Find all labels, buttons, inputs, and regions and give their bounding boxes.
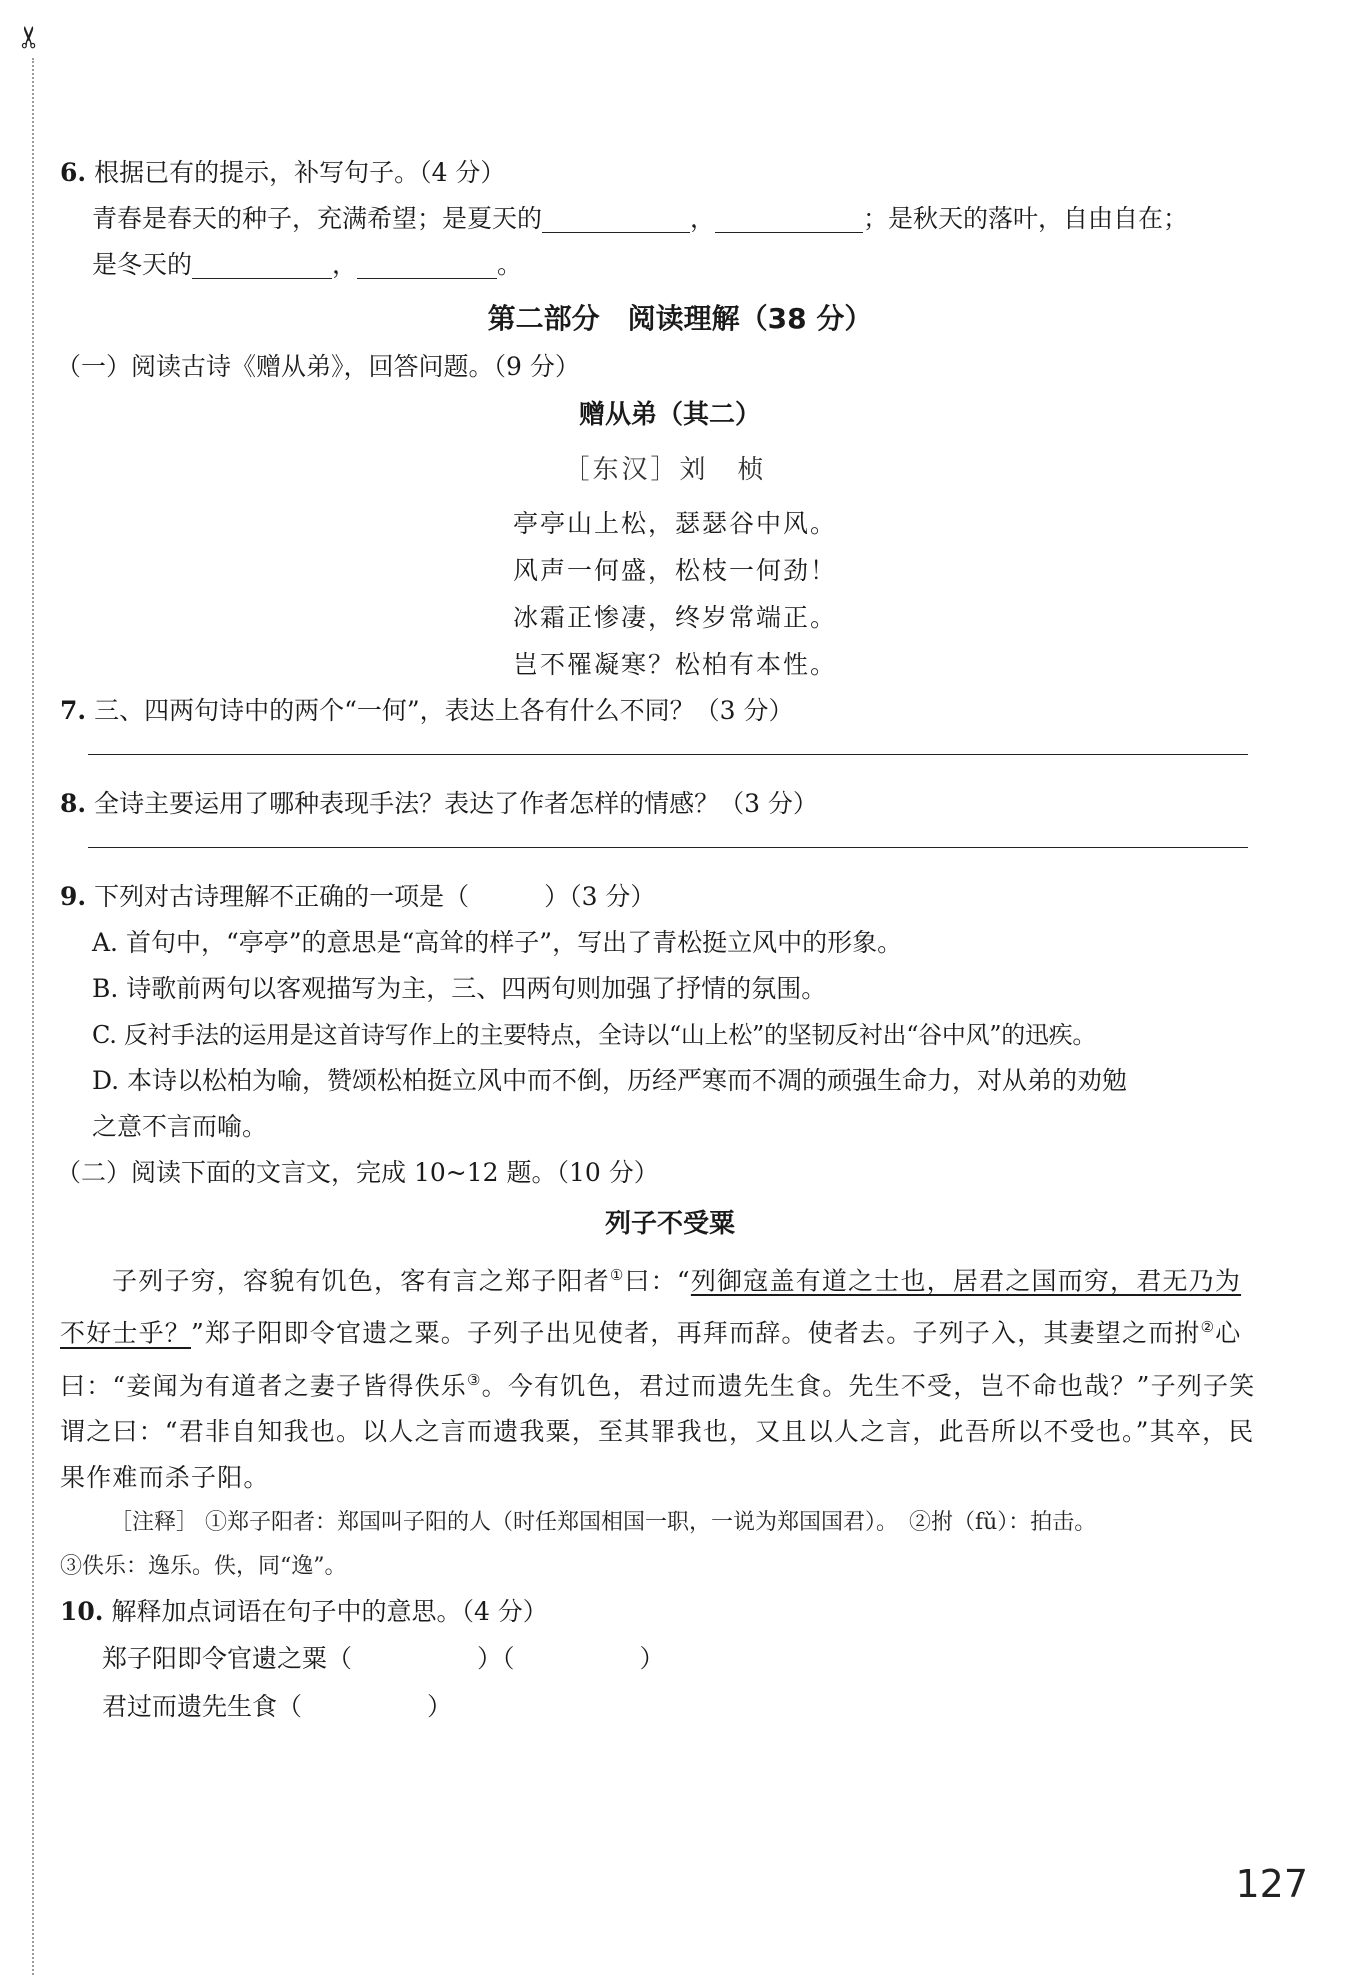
passage-text: 心曰：“妾闻为有道者之妻子皆得佚乐 <box>60 1318 1242 1400</box>
sentence-text: ；是秋天的落叶，自由自在； <box>863 204 1189 233</box>
part-1-intro: （一）阅读古诗《赠从弟》，回答问题。（9 分） <box>56 352 580 381</box>
passage-text: 。今有饥色，君过而遗先生食。先生不受，岂不命也哉？”子列子笑谓之曰：“君非自知我也。以人之言而遗我粟，至其罪我也，又且以人之言，此吾所以不受也。”其卒，民果作难而杀子阳。 <box>60 1370 1256 1492</box>
part-2-intro: （二）阅读下面的文言文，完成 10~12 题。（10 分） <box>56 1158 659 1187</box>
question-text: 根据已有的提示，补写句子。（4 分） <box>94 158 506 187</box>
question-number: 7. <box>60 696 87 725</box>
note-ref: ① <box>609 1266 625 1284</box>
fill-blank[interactable] <box>192 248 332 279</box>
sentence-text: 君 <box>102 1691 128 1721</box>
passage-title: 列子不受粟 <box>604 1209 735 1239</box>
fill-blank[interactable] <box>542 202 690 233</box>
question-number: 9. <box>60 882 87 911</box>
punct: 。 <box>497 250 523 279</box>
question-6 <box>60 150 1260 288</box>
passage-paragraph <box>60 1252 1260 1501</box>
sentence-text: 是冬天的 <box>92 250 193 279</box>
sentence-text: 之粟（ ）（ ） <box>277 1643 665 1673</box>
question-text: 下列对古诗理解不正确的一项是（ ）（3 分） <box>94 882 656 911</box>
poem-line: 岂不罹凝寒？松柏有本性。 <box>512 650 837 679</box>
question-10-prompt <box>60 1589 1260 1635</box>
dotted-word: 遗 • <box>252 1644 277 1673</box>
poem-line: 亭亭山上松，瑟瑟谷中风。 <box>512 509 837 538</box>
option-a[interactable]: A. 首句中，“亭亭”的意思是“高耸的样子”，写出了青松挺立风中的形象。 <box>92 928 903 957</box>
poem-title: 赠从弟（其二） <box>578 400 761 430</box>
q10-sentence-2[interactable] <box>60 1683 1260 1731</box>
sentence-text: 而遗先生食（ ） <box>152 1691 453 1721</box>
annotation: ［注释］ ①郑子阳者：郑国叫子阳的人（时任郑国相国一职，一说为郑国国君）。 ②拊（fǔ）：拍击。 <box>110 1509 1097 1535</box>
sentence-text: 郑子阳即令官 <box>102 1643 253 1673</box>
poem-line: 冰霜正惨凄，终岁常端正。 <box>512 603 837 632</box>
answer-line[interactable] <box>88 827 1248 848</box>
question-6-prompt <box>60 150 1260 196</box>
poem-author: ［东汉］刘 桢 <box>563 455 767 485</box>
option-d-continued: 之意不言而喻。 <box>92 1112 268 1141</box>
option-d-text: D. 本诗以松柏为喻，赞颂松柏挺立风中而不倒，历经严寒而不凋的顽强生命力，对从弟的劝勉 <box>92 1066 1128 1095</box>
punct: ， <box>690 204 716 233</box>
passage-text: ”郑子阳即令官遗之粟。子列子出见使者，再拜而辞。使者去。子列子入，其妻望之而拊 <box>191 1318 1201 1348</box>
annotation-continued: ③佚乐：逸乐。佚，同“逸”。 <box>60 1553 347 1579</box>
cut-line <box>32 58 34 1975</box>
option-c[interactable]: C. 反衬手法的运用是这首诗写作上的主要特点，全诗以“山上松”的坚韧反衬出“谷中风”的迅疾。 <box>92 1021 1097 1049</box>
question-10 <box>60 1589 1260 1731</box>
q10-sentence-1[interactable] <box>60 1635 1260 1683</box>
question-8 <box>60 781 1260 827</box>
answer-line[interactable] <box>88 734 1248 755</box>
question-number: 6. <box>60 158 87 187</box>
note-ref: ③ <box>466 1370 482 1389</box>
question-9 <box>60 874 1260 920</box>
question-7 <box>60 688 1260 734</box>
passage-text: 子列子穷，容貌有饥色，客有言之郑子阳者 <box>112 1266 610 1296</box>
option-d[interactable] <box>60 1058 1260 1104</box>
section-title: 第二部分 阅读理解（38 分） <box>487 302 873 335</box>
passage-text: 曰：“ <box>624 1266 691 1296</box>
page-number: 127 <box>1235 1862 1308 1906</box>
scissors-icon: ✂ <box>12 24 48 50</box>
punct: ， <box>332 250 358 279</box>
sentence-text: 青春是春天的种子，充满希望；是夏天的 <box>92 204 543 233</box>
question-text: 全诗主要运用了哪种表现手法？表达了作者怎样的情感？（3 分） <box>94 789 818 818</box>
fill-blank[interactable] <box>357 248 497 279</box>
question-6-line2 <box>60 242 1260 288</box>
option-b[interactable]: B. 诗歌前两句以客观描写为主，三、四两句则加强了抒情的氛围。 <box>92 974 827 1003</box>
question-6-line1 <box>60 196 1260 242</box>
question-text: 解释加点词语在句子中的意思。（4 分） <box>111 1596 548 1626</box>
note-ref: ② <box>1200 1318 1216 1337</box>
dotted-word: 过 • <box>127 1692 152 1721</box>
question-text: 三、四两句诗中的两个“一何”，表达上各有什么不同？（3 分） <box>94 696 794 725</box>
question-number: 8. <box>60 789 87 818</box>
underlined-sentence: 列御寇盖有道之士也，居君之国而穷，君无乃为不好士乎？ <box>60 1266 1242 1348</box>
question-number: 10. <box>60 1596 104 1626</box>
fill-blank[interactable] <box>715 202 863 233</box>
passage <box>60 1252 1260 1501</box>
worksheet-content <box>56 150 1260 1731</box>
poem-line: 风声一何盛，松枝一何劲！ <box>512 556 837 585</box>
